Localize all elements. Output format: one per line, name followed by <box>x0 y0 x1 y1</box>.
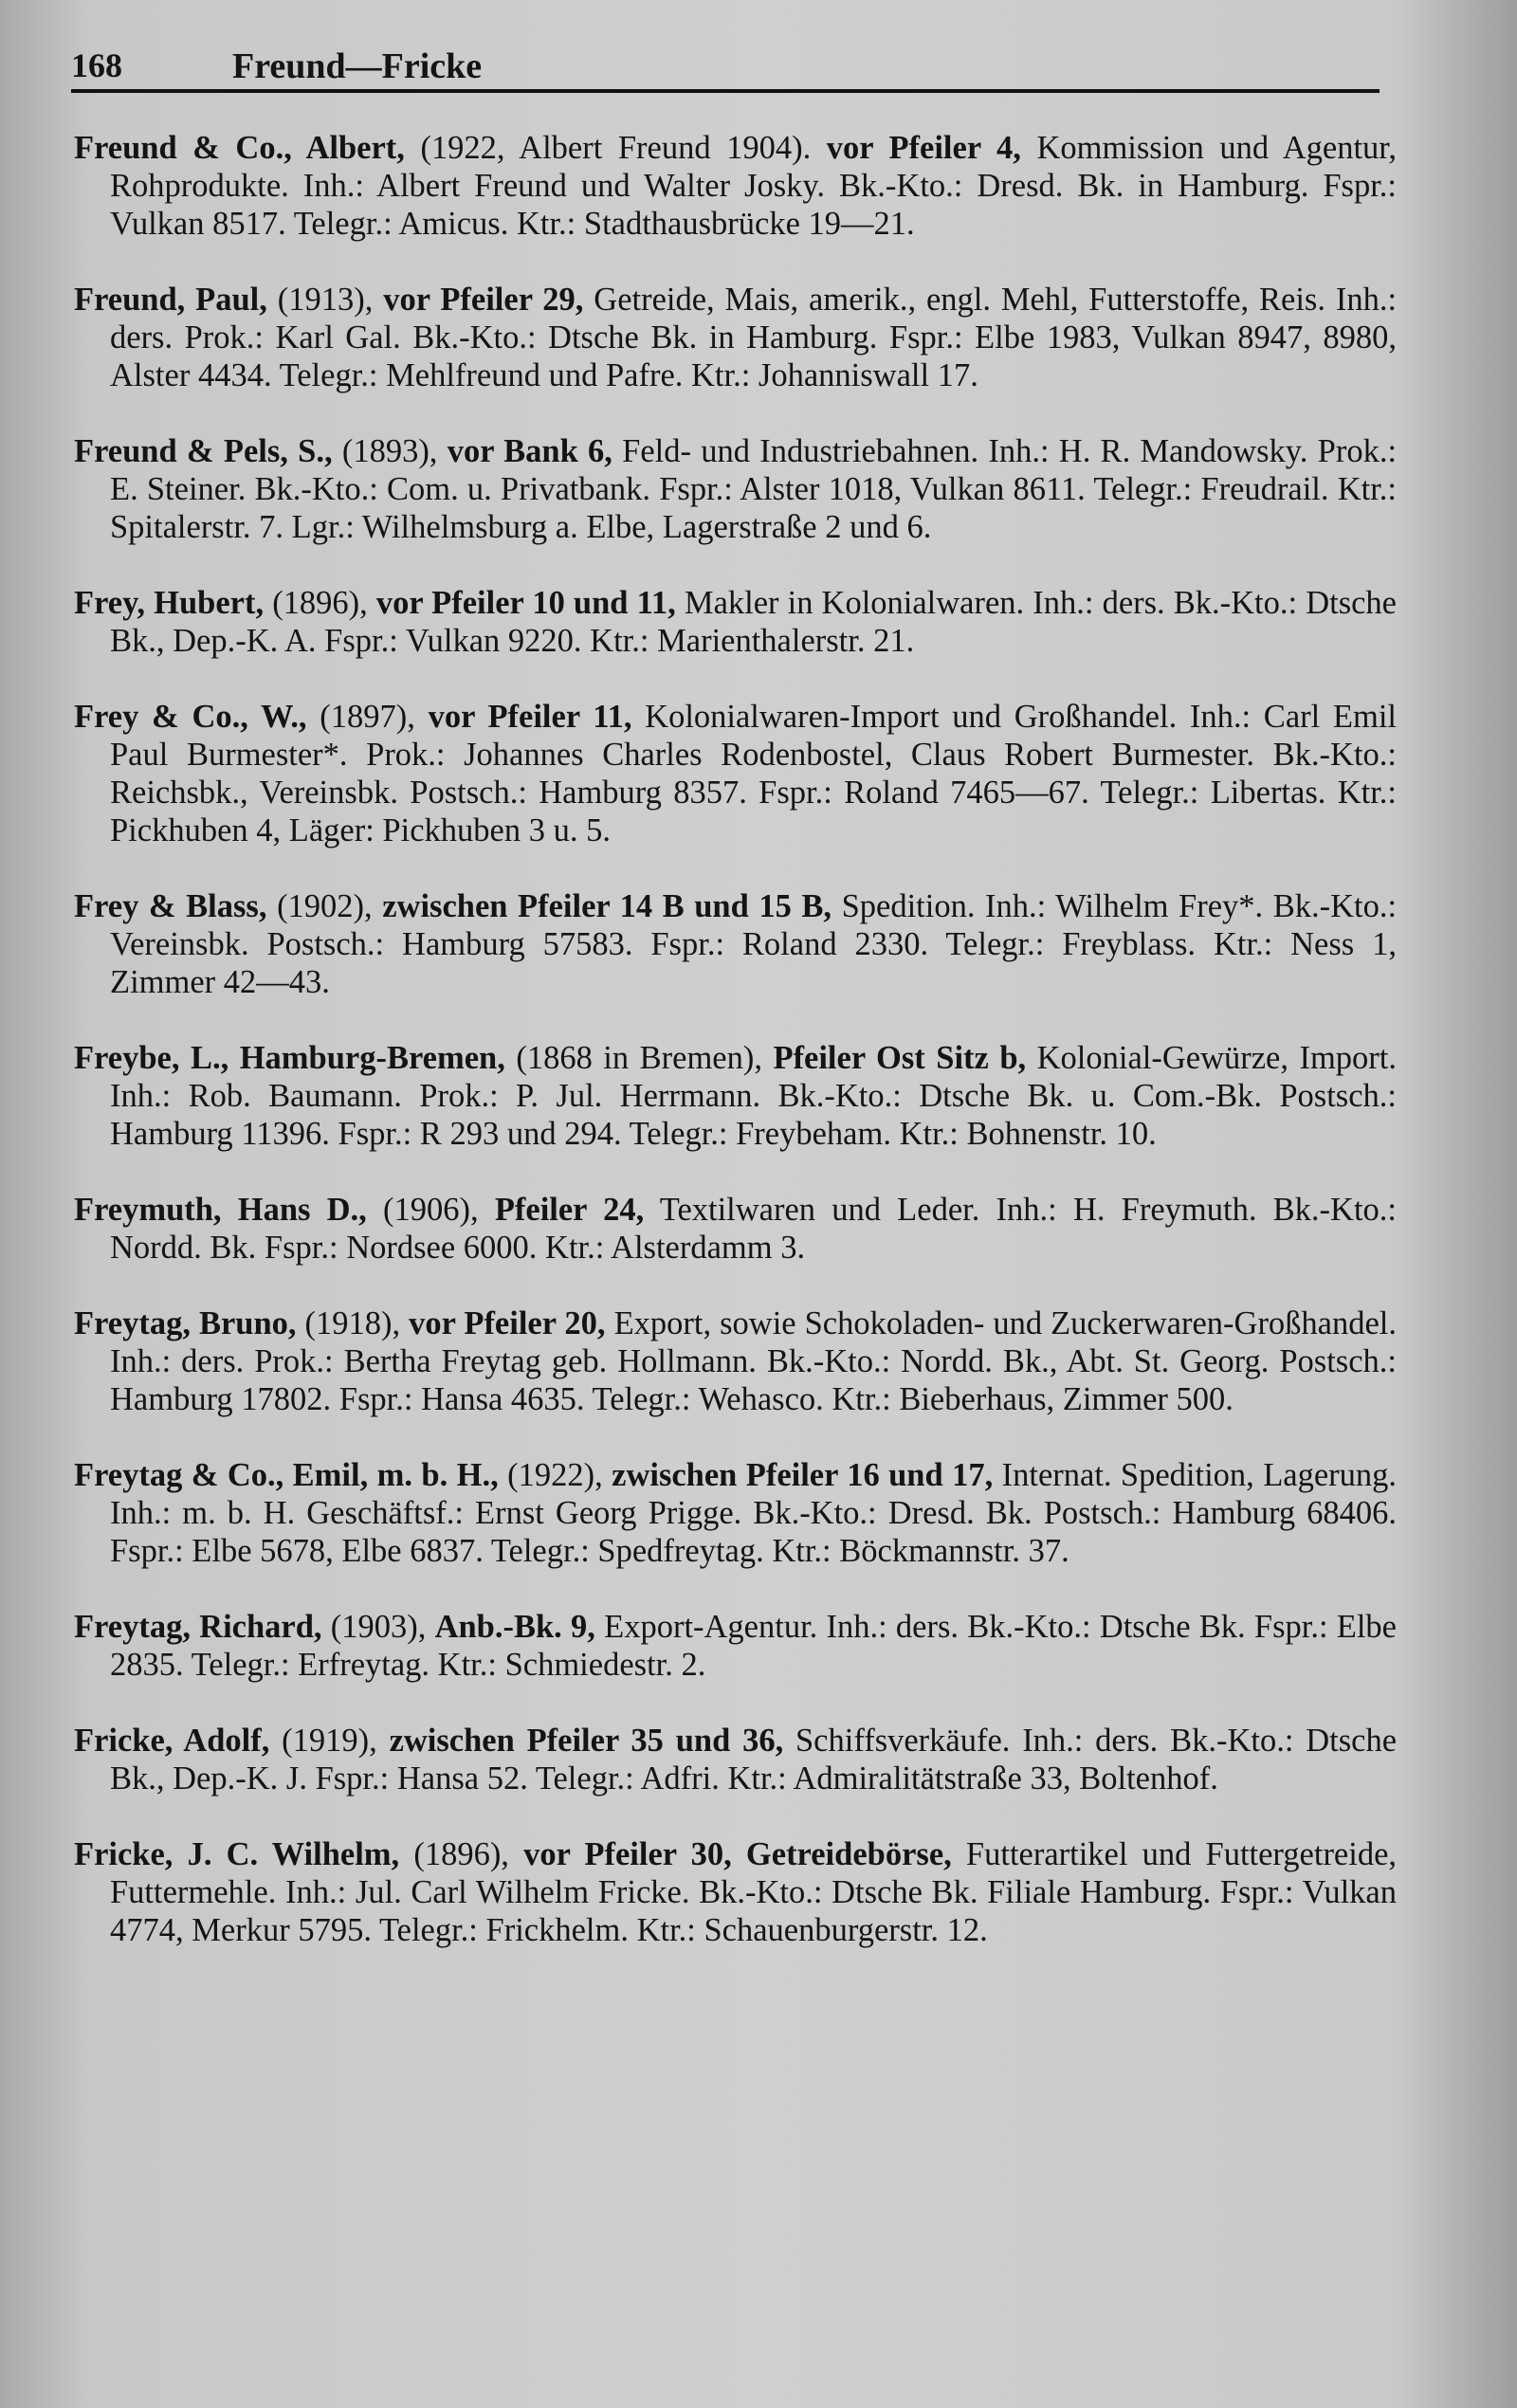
entry-location: vor Bank 6, <box>447 433 612 469</box>
entry-details: Schiffsverkäufe. Inh.: ders. Bk.-Kto.: Dtsche Bk., Dep.-K. J. Fspr.: Hansa 52. Telegr.: Adfri. Ktr.: Admiralitätstraße 33, Boltenhof. <box>110 1723 1398 1797</box>
directory-entry <box>74 584 1397 660</box>
entry-details: Textilwaren und Leder. Inh.: H. Freymuth. Bk.-Kto.: Nordd. Bk. Fspr.: Nordsee 6000. Ktr.: Alsterdamm 3. <box>110 1192 1397 1266</box>
directory-entry <box>74 698 1397 849</box>
entry-location: Pfeiler 24, <box>494 1192 645 1228</box>
entry-name: Freymuth, Hans D., <box>74 1192 367 1228</box>
entry-name: Freytag & Co., Emil, m. b. H., <box>74 1457 499 1493</box>
entry-location: vor Pfeiler 29, <box>383 282 584 318</box>
entry-location: zwischen Pfeiler 16 und 17, <box>612 1457 994 1493</box>
entry-name: Frey & Co., W., <box>74 699 307 735</box>
entry-list <box>74 129 1397 1987</box>
entry-details: Getreide, Mais, amerik., engl. Mehl, Futterstoffe, Reis. Inh.: ders. Prok.: Karl Gal. Bk.-Kto.: Dtsche Bk. in Hamburg. Fspr.: Elbe 1983, Vulkan 8947, 8980, Alster 4434. Telegr.: Mehlfreund und Pafre. Ktr.: Johanniswall 17. <box>110 282 1398 393</box>
directory-entry <box>74 1039 1397 1153</box>
entry-details: Internat. Spedition, Lagerung. Inh.: m. b. H. Geschäftsf.: Ernst Georg Prigge. Bk.-Kto.: Dresd. Bk. Postsch.: Hamburg 68406. Fspr.: Elbe 5678, Elbe 6837. Telegr.: Spedfreytag. Ktr.: Böckmannstr. 37. <box>110 1457 1398 1569</box>
entry-details: Futterartikel und Futtergetreide, Futtermehle. Inh.: Jul. Carl Wilhelm Fricke. Bk.-Kto.: Dtsche Bk. Filiale Hamburg. Fspr.: Vulkan 4774, Merkur 5795. Telegr.: Frickhelm. Ktr.: Schauenburgerstr. 12. <box>110 1836 1398 1948</box>
entry-name: Fricke, Adolf, <box>74 1723 270 1759</box>
entry-name: Frey, Hubert, <box>74 585 265 621</box>
entry-year: (1919), <box>282 1723 377 1759</box>
entry-location: vor Pfeiler 11, <box>428 699 632 735</box>
entry-details: Kommission und Agentur, Rohprodukte. Inh.: Albert Freund und Walter Josky. Bk.-Kto.: Dresd. Bk. in Hamburg. Fspr.: Vulkan 8517. Telegr.: Amicus. Ktr.: Stadthausbrücke 19—21. <box>110 130 1398 242</box>
entry-year: (1893), <box>341 433 438 469</box>
entry-details: Feld- und Industriebahnen. Inh.: H. R. Mandowsky. Prok.: E. Steiner. Bk.-Kto.: Com. u. Privatbank. Fspr.: Alster 1018, Vulkan 8611. Telegr.: Freudrail. Ktr.: Spitalerstr. 7. Lgr.: Wilhelmsburg a. Elbe, Lagerstraße 2 und 6. <box>110 433 1398 545</box>
entry-details: Kolonialwaren-Import und Großhandel. Inh.: Carl Emil Paul Burmester*. Prok.: Johannes Charles Rodenbostel, Claus Robert Burmester. Bk.-Kto.: Reichsbk., Vereinsbk. Postsch.: Hamburg 8357. Fspr.: Roland 7465—67. Telegr.: Libertas. Ktr.: Pickhuben 4, Läger: Pickhuben 3 u. 5. <box>110 699 1397 848</box>
directory-entry <box>74 1722 1397 1797</box>
entry-year: (1918), <box>304 1305 401 1341</box>
entry-year: (1903), <box>330 1609 427 1645</box>
entry-location: vor Pfeiler 30, Getreidebörse, <box>523 1836 952 1872</box>
entry-location: vor Pfeiler 10 und 11, <box>375 585 676 621</box>
entry-year: (1896), <box>272 585 368 621</box>
entry-location: zwischen Pfeiler 14 B und 15 B, <box>382 888 832 924</box>
entry-year: (1897), <box>320 699 415 735</box>
entry-name: Freybe, L., Hamburg-Bremen, <box>74 1040 505 1076</box>
directory-entry <box>74 1608 1397 1684</box>
entry-name: Freytag, Richard, <box>74 1609 322 1645</box>
entry-year: (1906), <box>383 1192 479 1228</box>
entry-year: (1913), <box>277 282 374 318</box>
entry-details: Spedition. Inh.: Wilhelm Frey*. Bk.-Kto.: Vereinsbk. Postsch.: Hamburg 57583. Fspr.: Roland 2330. Telegr.: Freyblass. Ktr.: Ness 1, Zimmer 42—43. <box>110 888 1398 1000</box>
entry-location: Pfeiler Ost Sitz b, <box>773 1040 1027 1076</box>
entry-location: zwischen Pfeiler 35 und 36, <box>389 1723 784 1759</box>
entry-details: Export-Agentur. Inh.: ders. Bk.-Kto.: Dtsche Bk. Fspr.: Elbe 2835. Telegr.: Erfreytag. Ktr.: Schmiedestr. 2. <box>110 1609 1397 1683</box>
entry-name: Frey & Blass, <box>74 888 267 924</box>
page-header <box>71 46 1380 89</box>
directory-entry <box>74 1304 1397 1418</box>
running-head: Freund—Fricke <box>232 46 483 86</box>
directory-entry <box>74 887 1397 1001</box>
directory-entry <box>74 281 1397 394</box>
header-rule <box>71 89 1380 93</box>
entry-name: Freund & Co., Albert, <box>74 130 405 166</box>
entry-name: Freund, Paul, <box>74 282 267 318</box>
entry-name: Freytag, Bruno, <box>74 1305 297 1341</box>
entry-location: Anb.-Bk. 9, <box>434 1609 595 1645</box>
entry-location: vor Pfeiler 20, <box>409 1305 606 1341</box>
page-number: 168 <box>71 46 122 84</box>
entry-year: (1896), <box>413 1836 509 1872</box>
entry-location: vor Pfeiler 4, <box>826 130 1021 166</box>
entry-details: Export, sowie Schokoladen- und Zuckerwaren-Großhandel. Inh.: ders. Prok.: Bertha Freytag geb. Hollmann. Bk.-Kto.: Nordd. Bk., Abt. St. Georg. Postsch.: Hamburg 17802. Fspr.: Hansa 4635. Telegr.: Wehasco. Ktr.: Bieberhaus, Zimmer 500. <box>110 1305 1398 1417</box>
entry-name: Freund & Pels, S., <box>74 433 333 469</box>
entry-year: (1922), <box>507 1457 603 1493</box>
directory-entry <box>74 1456 1397 1570</box>
entry-details: Makler in Kolonialwaren. Inh.: ders. Bk.-Kto.: Dtsche Bk., Dep.-K. A. Fspr.: Vulkan 9220. Ktr.: Marienthalerstr. 21. <box>110 585 1397 659</box>
directory-entry <box>74 1191 1397 1267</box>
entry-year: (1902), <box>277 888 373 924</box>
directory-entry <box>74 129 1397 243</box>
directory-entry <box>74 432 1397 546</box>
entry-name: Fricke, J. C. Wilhelm, <box>74 1836 400 1872</box>
entry-year: (1922, Albert Freund 1904). <box>420 130 812 166</box>
entry-details: Kolonial-Gewürze, Import. Inh.: Rob. Baumann. Prok.: P. Jul. Herrmann. Bk.-Kto.: Dtsche Bk. u. Com.-Bk. Postsch.: Hamburg 11396. Fspr.: R 293 und 294. Telegr.: Freybeham. Ktr.: Bohnenstr. 10. <box>110 1040 1398 1152</box>
entry-year: (1868 in Bremen), <box>516 1040 762 1076</box>
directory-entry <box>74 1835 1397 1949</box>
